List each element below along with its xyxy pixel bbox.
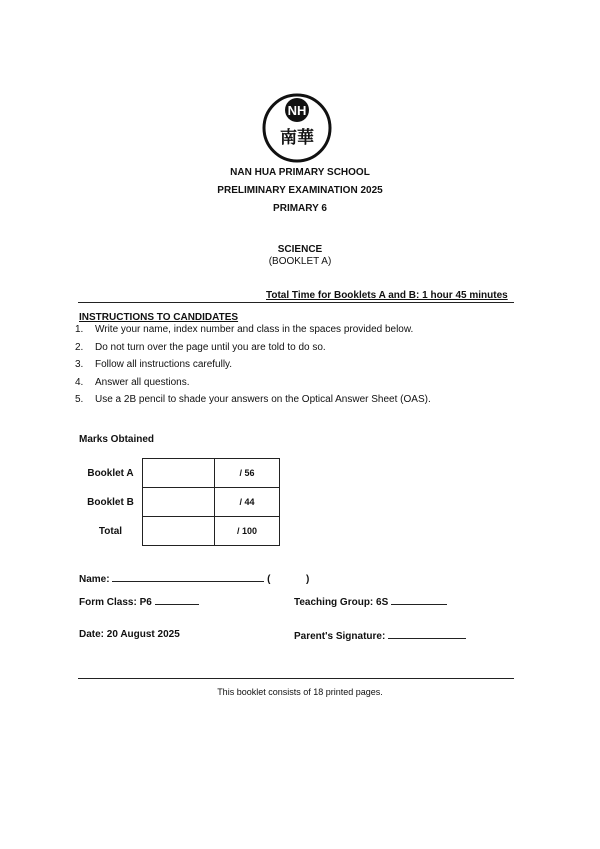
school-logo bbox=[262, 93, 332, 163]
level-title: PRIMARY 6 bbox=[273, 203, 327, 214]
total-time: Total Time for Booklets A and B: 1 hour 45 minutes bbox=[266, 290, 508, 301]
logo-monogram: NH bbox=[287, 103, 307, 118]
table-row bbox=[79, 488, 280, 517]
marks-row-label: Booklet A bbox=[87, 467, 134, 479]
teaching-group-field bbox=[294, 595, 447, 608]
teaching-group-input-line[interactable] bbox=[391, 595, 447, 605]
instruction-item: 3. Follow all instructions carefully. bbox=[75, 359, 233, 370]
signature-input-line[interactable] bbox=[388, 629, 466, 639]
marks-out-of: / 44 bbox=[215, 488, 280, 517]
signature-field bbox=[294, 629, 466, 642]
instruction-item: 5. Use a 2B pencil to shade your answers on the Optical Answer Sheet (OAS). bbox=[75, 394, 431, 405]
page-count-note: This booklet consists of 18 printed pages. bbox=[217, 687, 383, 697]
name-input-line[interactable] bbox=[112, 572, 264, 582]
name-field bbox=[79, 572, 309, 585]
date-field: Date: 20 August 2025 bbox=[79, 629, 180, 640]
index-close-paren: ) bbox=[306, 574, 310, 585]
instruction-item: 4. Answer all questions. bbox=[75, 377, 190, 388]
school-name: NAN HUA PRIMARY SCHOOL bbox=[230, 167, 370, 178]
form-class-field bbox=[79, 595, 199, 608]
footer-rule bbox=[78, 678, 514, 679]
index-open-paren: ( bbox=[267, 574, 271, 585]
marks-entry-box[interactable] bbox=[143, 488, 215, 517]
logo-characters: 南華 bbox=[280, 128, 314, 148]
teaching-group-label: Teaching Group: 6S bbox=[294, 597, 389, 608]
booklet-title: (BOOKLET A) bbox=[268, 256, 332, 267]
marks-entry-box[interactable] bbox=[143, 517, 215, 546]
instructions-heading: INSTRUCTIONS TO CANDIDATES bbox=[79, 312, 239, 323]
marks-out-of: / 100 bbox=[215, 517, 280, 546]
marks-heading: Marks Obtained bbox=[79, 434, 155, 445]
form-class-label: Form Class: P6 bbox=[79, 597, 152, 608]
name-label: Name: bbox=[79, 574, 110, 585]
marks-row-label: Total bbox=[98, 525, 123, 537]
table-row bbox=[79, 517, 280, 546]
subject-title: SCIENCE bbox=[277, 244, 323, 255]
instruction-item: 1. Write your name, index number and class in the spaces provided below. bbox=[75, 324, 414, 335]
signature-label: Parent's Signature: bbox=[294, 631, 386, 642]
marks-table bbox=[79, 458, 280, 546]
form-class-input-line[interactable] bbox=[155, 595, 199, 605]
marks-entry-box[interactable] bbox=[143, 459, 215, 488]
exam-title: PRELIMINARY EXAMINATION 2025 bbox=[217, 185, 383, 196]
header-rule bbox=[78, 302, 514, 303]
instruction-item: 2. Do not turn over the page until you are told to do so. bbox=[75, 342, 326, 353]
marks-row-label: Booklet B bbox=[87, 496, 134, 508]
table-row bbox=[79, 459, 280, 488]
marks-out-of: / 56 bbox=[215, 459, 280, 488]
